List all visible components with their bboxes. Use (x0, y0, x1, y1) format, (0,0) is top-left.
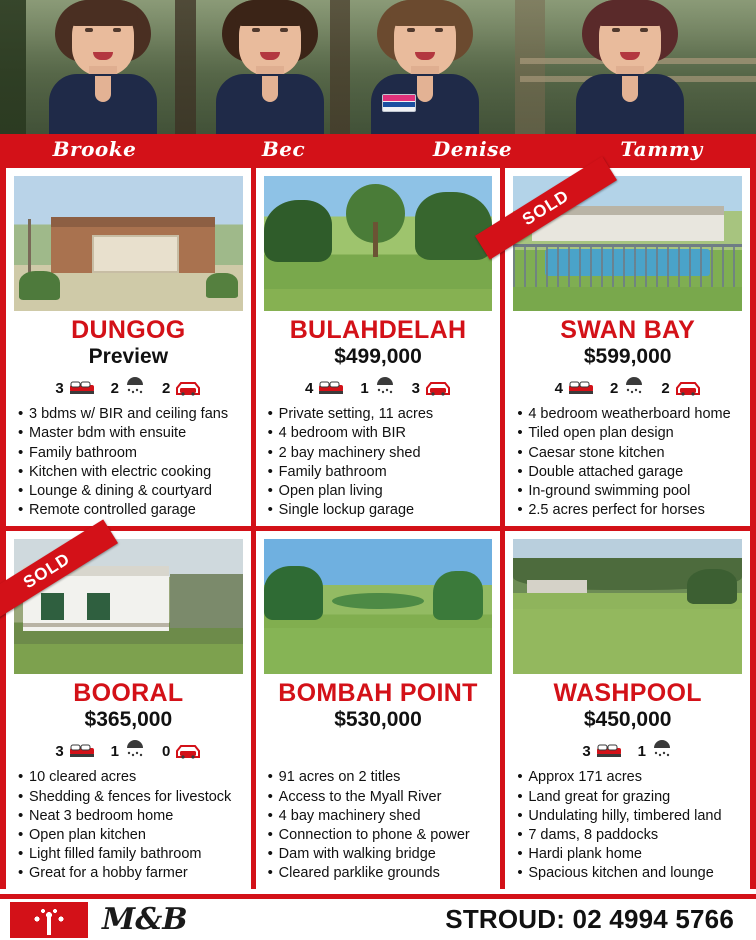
bed-icon (568, 380, 594, 396)
listing-features (14, 405, 243, 520)
listing-specs (14, 375, 243, 401)
bath-count: 2 (110, 379, 119, 397)
fringe (595, 0, 665, 26)
bed-count: 4 (554, 379, 563, 397)
spec-garage (412, 379, 451, 397)
feature-item: • 91 acres on 2 titles (266, 768, 493, 787)
listing-features (14, 768, 243, 883)
spec-bathrooms (638, 742, 673, 760)
feature-item: • Cleared parklike grounds (266, 864, 493, 883)
spec-bathrooms (111, 742, 146, 760)
listing-price: $499,000 (334, 345, 422, 369)
shower-icon (374, 379, 396, 397)
spec-garage (661, 379, 700, 397)
feature-item: • Connection to phone & power (266, 826, 493, 845)
bath-count: 1 (637, 742, 647, 760)
agent-photo-banner (0, 0, 756, 134)
bed-icon (69, 380, 95, 396)
feature-item: • Remote controlled garage (16, 501, 243, 520)
bed-icon (596, 743, 622, 759)
listing-card-booral[interactable] (6, 531, 251, 889)
eye-right (113, 28, 121, 32)
listings-row-2 (6, 531, 750, 889)
listing-title: SWAN BAY (560, 316, 696, 344)
listing-features (264, 768, 493, 883)
listing-photo (513, 539, 742, 674)
bed-count: 3 (55, 379, 64, 397)
contact-phone[interactable]: STROUD: 02 4994 5766 (445, 904, 734, 935)
feature-item: • Family bathroom (16, 444, 243, 463)
feature-item: • 3 bdms w/ BIR and ceiling fans (16, 405, 243, 424)
bath-count: 2 (610, 379, 619, 397)
agent-photo-0 (28, 0, 178, 134)
feature-item: • Great for a hobby farmer (16, 864, 243, 883)
listing-card-washpool[interactable] (505, 531, 750, 889)
listing-specs (513, 738, 742, 764)
eye-left (612, 28, 620, 32)
listing-price: $365,000 (84, 708, 173, 732)
feature-item: • Approx 171 acres (515, 768, 742, 787)
eye-right (280, 28, 288, 32)
feature-item: • 4 bedroom with BIR (266, 424, 493, 443)
agency-script-name: M&B (102, 901, 188, 937)
agent-photo-2 (350, 0, 500, 134)
feature-item: • Access to the Myall River (266, 788, 493, 807)
bath-count: 1 (110, 742, 119, 760)
spec-bedrooms (55, 743, 94, 760)
car-count: 0 (162, 742, 171, 760)
eye-right (640, 28, 648, 32)
spec-bedrooms (582, 743, 621, 760)
agent-name-tammy: Tammy (620, 137, 703, 161)
feature-item: • Undulating hilly, timbered land (515, 807, 742, 826)
listing-features (513, 405, 742, 520)
feature-item: • 4 bedroom weatherboard home (515, 405, 742, 424)
eye-left (85, 28, 93, 32)
shower-icon (623, 379, 645, 397)
vneck (417, 76, 433, 102)
spec-bathrooms (610, 379, 645, 397)
bed-count: 3 (582, 742, 591, 760)
feature-item: • In-ground swimming pool (515, 482, 742, 501)
listing-card-bombah-point[interactable] (256, 531, 501, 889)
listing-title: BOORAL (73, 679, 184, 708)
shower-icon (124, 742, 146, 760)
listing-card-dungog[interactable] (6, 168, 251, 526)
feature-item: • Hardi plank home (515, 845, 742, 864)
shower-icon (651, 742, 673, 760)
feature-item: • 4 bay machinery shed (266, 807, 493, 826)
tree-logo-icon (23, 905, 75, 935)
eye-left (407, 28, 415, 32)
feature-item: • Open plan kitchen (16, 826, 243, 845)
feature-item: • Single lockup garage (266, 501, 493, 520)
spec-garage (162, 379, 201, 397)
fringe (390, 0, 460, 26)
feature-item: • 2.5 acres perfect for horses (515, 501, 742, 520)
listing-features (264, 405, 493, 520)
agency-logo[interactable] (10, 902, 88, 938)
feature-item: • Shedding & fences for livestock (16, 788, 243, 807)
listing-title: BULAHDELAH (289, 316, 467, 344)
badge-stripe-blue (383, 102, 415, 107)
listing-features (513, 768, 742, 883)
listing-card-bulahdelah[interactable] (256, 168, 501, 526)
listings-grid (0, 164, 756, 889)
listing-photo (264, 539, 493, 674)
feature-item: • Private setting, 11 acres (266, 405, 493, 424)
feature-item: • 2 bay machinery shed (266, 444, 493, 463)
feature-item: • Lounge & dining & courtyard (16, 482, 243, 501)
car-count: 3 (411, 379, 421, 397)
spec-bedrooms (55, 380, 94, 397)
spec-bathrooms (360, 379, 395, 397)
listing-price: Preview (88, 345, 169, 369)
spec-bathrooms (111, 379, 146, 397)
listing-specs (14, 738, 243, 764)
agent-photo-1 (195, 0, 345, 134)
car-icon (675, 379, 701, 397)
listing-price: $450,000 (583, 708, 672, 732)
eye-left (252, 28, 260, 32)
bed-count: 3 (55, 742, 64, 760)
fringe (235, 0, 305, 26)
listing-specs (264, 738, 493, 764)
feature-item: • Open plan living (266, 482, 493, 501)
name-badge (382, 94, 416, 112)
car-icon (425, 379, 451, 397)
feature-item: • Neat 3 bedroom home (16, 807, 243, 826)
agent-name-denise: Denise (432, 137, 513, 161)
feature-item: • Master bdm with ensuite (16, 424, 243, 443)
listing-photo (513, 176, 742, 311)
bed-icon (318, 380, 344, 396)
car-icon (175, 379, 201, 397)
feature-item: • Land great for grazing (515, 788, 742, 807)
bed-count: 4 (304, 379, 314, 397)
car-icon (175, 742, 201, 760)
agent-name-bec: Bec (261, 137, 306, 161)
feature-item: • Kitchen with electric cooking (16, 463, 243, 482)
vneck (622, 76, 638, 102)
listing-price: $530,000 (334, 708, 422, 732)
feature-item: • Caesar stone kitchen (515, 444, 742, 463)
bed-icon (69, 743, 95, 759)
listing-price: $599,000 (583, 345, 672, 369)
listing-specs (264, 375, 493, 401)
spec-bedrooms (305, 380, 344, 397)
vneck (262, 76, 278, 102)
car-count: 2 (661, 379, 670, 397)
feature-item: • Double attached garage (515, 463, 742, 482)
bath-count: 1 (360, 379, 369, 397)
listing-photo (14, 539, 243, 674)
sold-ribbon: SOLD (475, 156, 617, 259)
sold-ribbon: SOLD (0, 519, 118, 622)
feature-item: • Dam with walking bridge (266, 845, 493, 864)
eye-right (435, 28, 443, 32)
listing-card-swan-bay[interactable] (505, 168, 750, 526)
spec-bedrooms (555, 380, 594, 397)
agent-name-bar (0, 134, 756, 164)
spec-garage (162, 742, 201, 760)
listings-row-1 (6, 168, 750, 526)
listing-title: WASHPOOL (553, 679, 702, 708)
feature-item: • 10 cleared acres (16, 768, 243, 787)
feature-item: • Tiled open plan design (515, 424, 742, 443)
agent-name-brooke: Brooke (52, 137, 137, 161)
listing-title: BOMBAH POINT (278, 679, 478, 708)
listing-photo (14, 176, 243, 311)
badge-stripe-pink (383, 95, 415, 101)
fringe (68, 0, 138, 26)
listing-title: DUNGOG (71, 316, 186, 344)
feature-item: • Family bathroom (266, 463, 493, 482)
shower-icon (124, 379, 146, 397)
car-count: 2 (162, 379, 171, 397)
agent-photo-3 (555, 0, 705, 134)
footer-bar (0, 894, 756, 940)
listing-specs (513, 375, 742, 401)
feature-item: • Light filled family bathroom (16, 845, 243, 864)
vneck (95, 76, 111, 102)
listing-photo (264, 176, 493, 311)
feature-item: • 7 dams, 8 paddocks (515, 826, 742, 845)
feature-item: • Spacious kitchen and lounge (515, 864, 742, 883)
